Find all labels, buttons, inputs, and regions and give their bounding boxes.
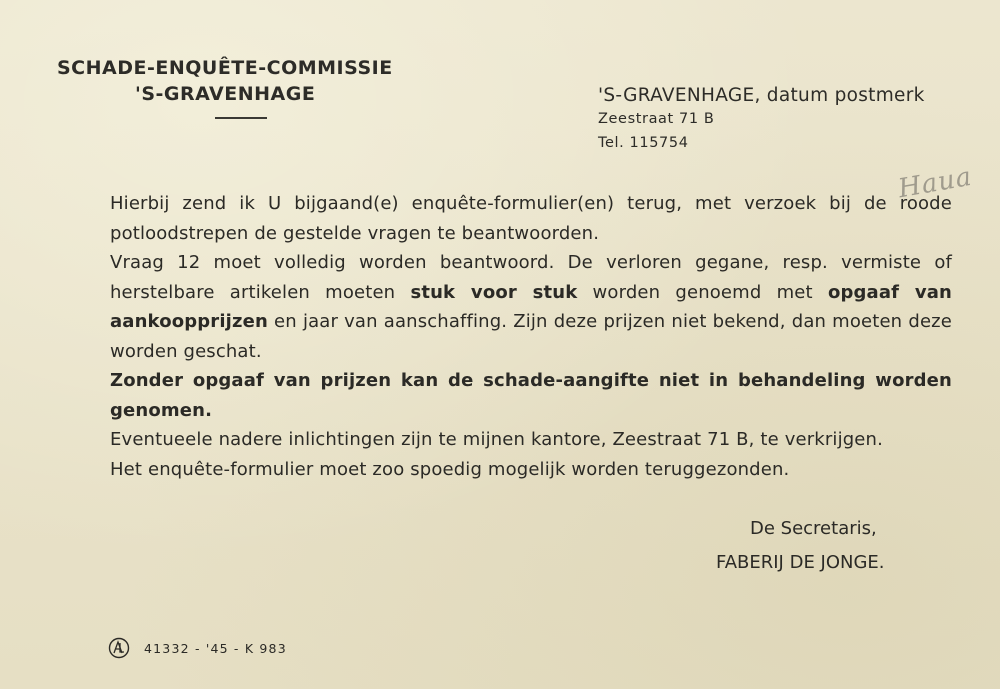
paragraph-information: Eventueele nadere inlichtingen zijn te mijnen kantore, Zeestraat 71 B, te verkrijgen. <box>110 429 883 450</box>
signature-name: FABERIJ DE JONGE. <box>716 552 885 573</box>
organization-name: SCHADE-ENQUÊTE-COMMISSIE <box>57 57 393 79</box>
signature-title: De Secretaris, <box>750 518 877 539</box>
paragraph-question-12-part-c: worden genoemd met <box>577 281 828 303</box>
print-code: 41332 - '45 - K 983 <box>144 640 287 656</box>
emphasis-stuk-voor-stuk: stuk voor stuk <box>410 281 578 303</box>
paragraph-question-12-part-a: Vraag 12 moet volledig worden beantwoord. De verloren gegane, resp. vermiste of herstelbare artikelen moeten <box>110 252 952 303</box>
organization-city: 'S-GRAVENHAGE <box>135 83 316 105</box>
paragraph-request: Hierbij zend ik U bijgaand(e) enquête-formulier(en) terug, met verzoek bij de roode potloodstrepen de gestelde vragen te beantwoorden. <box>110 193 952 244</box>
letterhead-divider <box>215 117 267 119</box>
paragraph-question-12-part-e: en jaar van aanschaffing. Zijn deze prijzen niet bekend, dan moeten deze worden geschat. <box>110 311 952 362</box>
address-block <box>598 84 978 155</box>
letter-body <box>110 189 952 484</box>
paragraph-return-request: Het enquête-formulier moet zoo spoedig mogelijk worden teruggezonden. <box>110 458 790 480</box>
city-date-line: 'S-GRAVENHAGE, datum postmerk <box>598 85 925 106</box>
handwritten-annotation: Haua <box>895 161 975 205</box>
paragraph-question-12 <box>110 248 952 366</box>
emphasis-opgaaf-aankoopprijzen: opgaaf van aankoopprijzen <box>110 281 953 332</box>
print-footer <box>108 637 287 659</box>
paragraph-warning: Zonder opgaaf van prijzen kan de schade-aangifte niet in behandeling worden genomen. <box>110 370 952 421</box>
signature-block <box>716 512 976 580</box>
street-address: Zeestraat 71 B <box>598 111 715 127</box>
printer-seal-icon <box>108 637 130 659</box>
letterhead-organization <box>57 55 427 119</box>
phone-number: Tel. 115754 <box>598 135 689 151</box>
